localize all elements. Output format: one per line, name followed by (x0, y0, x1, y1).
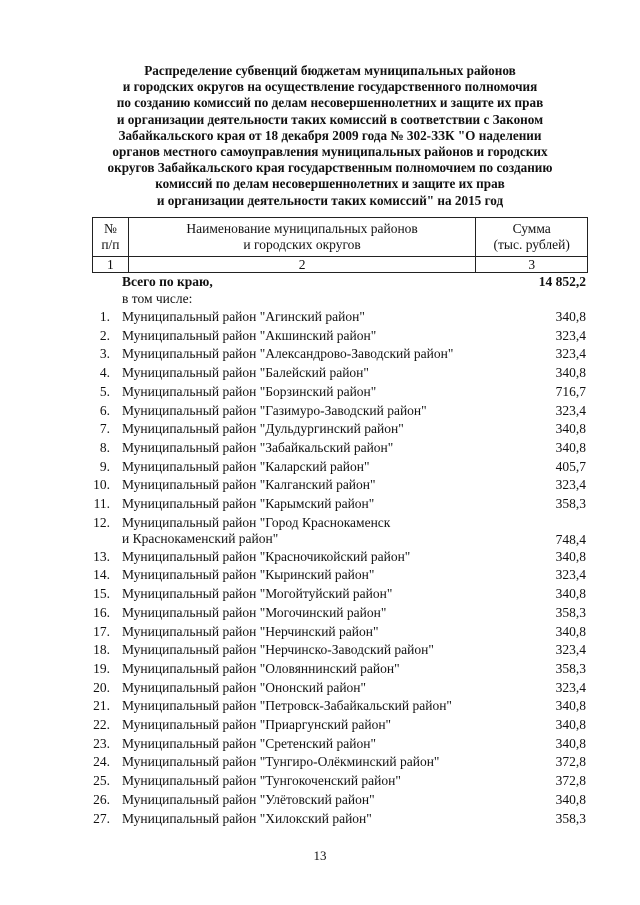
row-number: 22. (93, 717, 110, 732)
title-line: по созданию комиссий по делам несовершеннолетних и защите их прав (116, 95, 544, 111)
row-name: Муниципальный район "Борзинский район" (122, 383, 377, 399)
row-number: 8. (99, 439, 110, 455)
row-number: 7. (99, 421, 110, 437)
row-name (122, 515, 502, 547)
header-sum-cell (476, 218, 588, 257)
total-value: 14 852,2 (538, 274, 586, 289)
row-name: Муниципальный район "Агинский район" (122, 309, 365, 324)
row-name-line1: Муниципальный район "Город Краснокаменск (122, 514, 391, 530)
row-name: Муниципальный район "Могочинский район" (122, 604, 387, 620)
row-value: 748,4 (555, 531, 586, 547)
row-name: Муниципальный район "Улётовский район" (122, 791, 375, 807)
row-number: 27. (93, 810, 110, 826)
title-line: Распределение субвенций бюджетам муниципальных районов (144, 63, 516, 78)
row-value: 340,8 (555, 309, 586, 324)
including-label: в том числе: (122, 291, 193, 306)
row-value: 340,8 (555, 735, 586, 751)
row-value: 358,3 (555, 496, 586, 511)
title-line: округов Забайкальского края государственным полномочием по созданию (107, 160, 553, 176)
row-value: 372,8 (555, 754, 586, 770)
header-num-cell (93, 218, 129, 257)
row-number: 25. (93, 773, 110, 789)
row-number: 20. (93, 679, 110, 695)
title-line: и организации деятельности таких комиссий в соответствии с Законом (116, 111, 544, 127)
row-value: 405,7 (555, 458, 586, 474)
row-name: Муниципальный район "Петровск-Забайкальский район" (122, 698, 452, 714)
row-value: 340,8 (555, 421, 586, 437)
row-value: 323,4 (555, 567, 586, 583)
row-name: Муниципальный район "Тунгиро-Олёкминский район" (122, 754, 440, 770)
row-name: Муниципальный район "Красночикойский район" (122, 548, 411, 564)
row-number: 11. (93, 496, 110, 511)
row-name: Муниципальный район "Кыринский район" (122, 567, 375, 583)
row-name: Муниципальный район "Приаргунский район" (122, 717, 392, 732)
row-name: Муниципальный район "Акшинский район" (122, 327, 377, 343)
row-number: 6. (99, 402, 110, 418)
title-line: и городских округов на осуществление государственного полномочия (122, 79, 538, 95)
row-name: Муниципальный район "Каларский район" (122, 458, 370, 474)
row-number: 3. (99, 346, 110, 362)
row-name: Муниципальный район "Дульдургинский район" (122, 421, 404, 437)
header-sum-line2: (тыс. рублей) (493, 237, 570, 252)
title-line: и организации деятельности таких комиссий" на 2015 год (156, 192, 504, 208)
header-num-line1: № (103, 221, 117, 236)
title-line: комиссий по делам несовершеннолетних и защите их прав (155, 176, 505, 192)
row-value: 340,8 (555, 623, 586, 639)
row-name: Муниципальный район "Александрово-Заводский район" (122, 346, 454, 362)
row-name: Муниципальный район "Сретенский район" (122, 735, 376, 751)
row-name: Муниципальный район "Хилокский район" (122, 810, 372, 826)
row-number: 9. (99, 458, 110, 474)
page-number: 13 (313, 848, 327, 863)
row-name: Муниципальный район "Калганский район" (122, 477, 376, 493)
row-number: 19. (93, 660, 110, 676)
total-label: Всего по краю, (122, 274, 213, 289)
row-number: 10. (93, 477, 110, 493)
row-name: Муниципальный район "Забайкальский район" (122, 439, 394, 455)
row-value: 358,3 (555, 604, 586, 620)
row-name: Муниципальный район "Нерчинский район" (122, 623, 379, 639)
table-header (92, 217, 588, 273)
row-value: 358,3 (555, 810, 586, 826)
row-name: Муниципальный район "Могойтуйский район" (122, 586, 393, 602)
row-value: 340,8 (555, 717, 586, 732)
row-number: 12. (93, 514, 110, 530)
row-number: 16. (93, 604, 110, 620)
row-name: Муниципальный район "Оловяннинский район" (122, 660, 400, 676)
row-number: 24. (93, 754, 110, 770)
row-value: 323,4 (555, 642, 586, 658)
row-value: 340,8 (555, 365, 586, 381)
row-name: Муниципальный район "Газимуро-Заводский район" (122, 402, 427, 418)
row-name: Муниципальный район "Карымский район" (122, 496, 375, 511)
col-number-3: 3 (476, 257, 588, 273)
row-value: 358,3 (555, 660, 586, 676)
row-value: 340,8 (555, 698, 586, 714)
header-name-line2: и городских округов (243, 237, 361, 252)
document-title (80, 63, 580, 209)
header-name-cell (128, 218, 476, 257)
row-number: 1. (99, 309, 110, 324)
row-value: 323,4 (555, 346, 586, 362)
row-number: 2. (99, 327, 110, 343)
row-value: 372,8 (555, 773, 586, 789)
row-number: 21. (93, 698, 110, 714)
header-name-line1: Наименование муниципальных районов (186, 221, 418, 236)
row-value: 323,4 (555, 679, 586, 695)
header-num-line2: п/п (101, 237, 120, 252)
row-value: 340,8 (555, 586, 586, 602)
row-number: 26. (93, 791, 110, 807)
row-name: Муниципальный район "Нерчинско-Заводский район" (122, 642, 434, 658)
row-name-line2: и Краснокаменский район" (122, 530, 279, 546)
row-value: 323,4 (555, 402, 586, 418)
row-number: 4. (99, 365, 110, 381)
col-number-1: 1 (93, 257, 129, 273)
row-value: 323,4 (555, 327, 586, 343)
row-number: 14. (93, 567, 110, 583)
row-number: 23. (93, 735, 110, 751)
row-value: 340,8 (555, 548, 586, 564)
row-number: 18. (93, 642, 110, 658)
row-value: 323,4 (555, 477, 586, 493)
header-sum-line1: Сумма (512, 221, 551, 236)
row-name: Муниципальный район "Тунгокоченский район" (122, 773, 401, 789)
row-value: 340,8 (555, 439, 586, 455)
row-value: 716,7 (555, 383, 586, 399)
row-number: 15. (93, 586, 110, 602)
row-number: 13. (93, 548, 110, 564)
row-value: 340,8 (555, 791, 586, 807)
row-name: Муниципальный район "Ононский район" (122, 679, 367, 695)
row-number: 5. (99, 383, 110, 399)
title-line: органов местного самоуправления муниципальных районов и городских (112, 144, 548, 160)
row-name: Муниципальный район "Балейский район" (122, 365, 369, 381)
col-number-2: 2 (128, 257, 476, 273)
title-line: Забайкальского края от 18 декабря 2009 года № 302-ЗЗК "О наделении (118, 127, 542, 143)
row-number: 17. (93, 623, 110, 639)
